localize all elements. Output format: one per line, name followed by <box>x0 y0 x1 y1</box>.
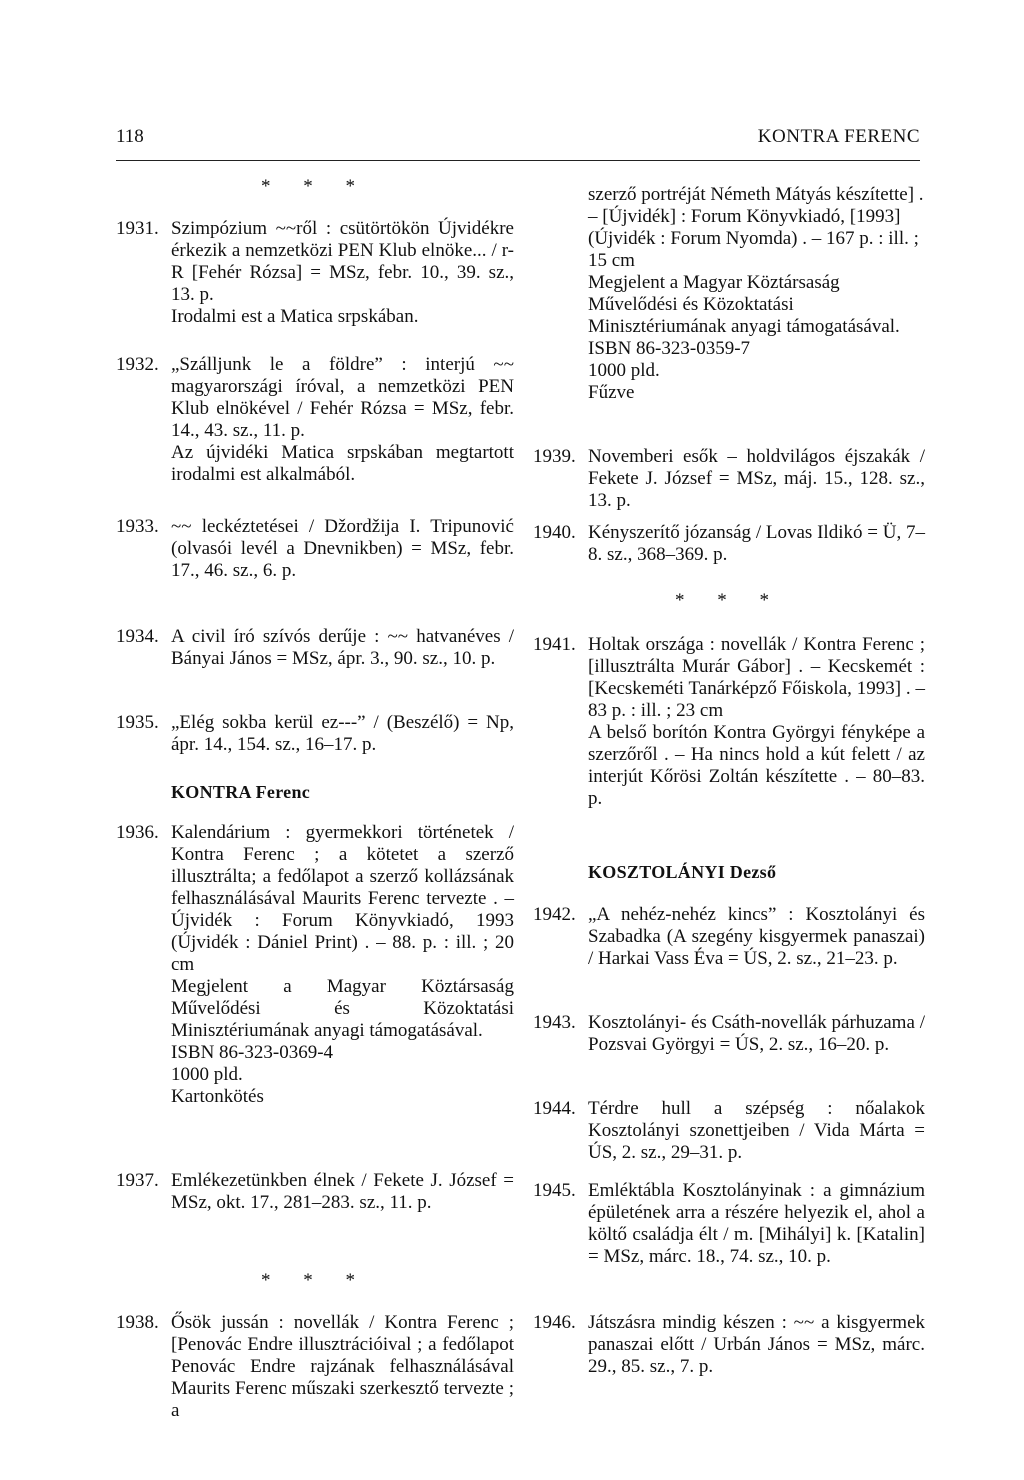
author-heading: KOSZTOLÁNYI Dezső <box>588 862 777 882</box>
section-divider: * * * <box>675 590 783 611</box>
section-divider: * * * <box>261 1270 369 1291</box>
entry-text: „Szálljunk le a földre” : interjú ~~ magyarországi íróval, a nemzetközi PEN Klub elnökével / Fehér Rózsa = MSz, febr. 14., 43. sz., 11. p. Az újvidéki Matica srpskában megtartott irodalmi est alkalmából. <box>171 354 514 485</box>
page-header <box>116 122 920 161</box>
entry-text: Kosztolányi- és Csáth-novellák párhuzama / Pozsvai Györgyi = ÚS, 2. sz., 16–20. p. <box>588 1012 925 1055</box>
entry-text: Térdre hull a szépség : nőalakok Kosztolányi szonettjeiben / Vida Márta = ÚS, 2. sz., 29–31. p. <box>588 1098 925 1163</box>
running-head: KONTRA FERENC <box>757 126 920 147</box>
entry-number: 1944. <box>533 1098 576 1119</box>
entry-number: 1932. <box>116 354 159 375</box>
entry-text: Játszásra mindig készen : ~~ a kisgyermek panaszai előtt / Urbán János = MSz, márc. 29., 85. sz., 7. p. <box>588 1312 925 1377</box>
entry-number: 1941. <box>533 634 576 655</box>
entry-text: „A nehéz-nehéz kincs” : Kosztolányi és Szabadka (A szegény kisgyermek panaszai) / Harkai Vass Éva = ÚS, 2. sz., 21–23. p. <box>588 904 925 969</box>
section-divider: * * * <box>261 176 369 197</box>
entry-text: ~~ leckéztetései / Džordžija I. Tripunović (olvasói levél a Dnevnikben) = MSz, febr. 17., 46. sz., 6. p. <box>171 516 514 581</box>
entry-text: Holtak országa : novellák / Kontra Ferenc ; [illusztrálta Murár Gábor] . – Kecskemét : [Kecskeméti Tanárképző Főiskola, 1993] . – 83 p. : ill. ; 23 cm A belső borítón Kontra Györgyi fényképe a szerzőről . – Ha nincs hold a kút felett / az interjút Kőrösi Zoltán készítette . – 80–83. p. <box>588 634 925 809</box>
entry-number: 1939. <box>533 446 576 467</box>
author-heading: KONTRA Ferenc <box>171 782 311 802</box>
entry-text: Emlékezetünkben élnek / Fekete J. József = MSz, okt. 17., 281–283. sz., 11. p. <box>171 1170 514 1213</box>
entry-text: Kalendárium : gyermekkori történetek / Kontra Ferenc ; a kötetet a szerző illusztrálta; a fedőlapot a szerző kollázsának felhasználásával Maurits Ferenc tervezte . – Újvidék : Forum Könyvkiadó, 1993 (Újvidék : Dániel Print) . – 88. p. : ill. ; 20 cm Megjelent a Magyar Köztársaság Művelődési és Közoktatási Minisztériumának anyagi támogatásával. ISBN 86-323-0369-4 1000 pld. Kartonkötés <box>171 822 514 1107</box>
entry-number: 1937. <box>116 1170 159 1191</box>
entry-text: „Elég sokba kerül ez---” / (Beszélő) = Np, ápr. 14., 154. sz., 16–17. p. <box>171 712 514 755</box>
entry-number: 1942. <box>533 904 576 925</box>
entry-number: 1935. <box>116 712 159 733</box>
entry-continuation: szerző portréját Németh Mátyás készítette] . – [Újvidék] : Forum Könyvkiadó, [1993] (Újvidék : Forum Nyomda) . – 167 p. : ill. ; 15 cm Megjelent a Magyar Köztársaság Művelődési és Közoktatási Minisztériumának anyagi támogatásával. ISBN 86-323-0359-7 1000 pld. Fűzve <box>588 184 924 403</box>
entry-number: 1931. <box>116 218 159 239</box>
entry-number: 1938. <box>116 1312 159 1333</box>
entry-number: 1940. <box>533 522 576 543</box>
entry-text: Novemberi esők – holdvilágos éjszakák / Fekete J. József = MSz, máj. 15., 128. sz., 13. p. <box>588 446 925 511</box>
entry-text: Emléktábla Kosztolányinak : a gimnázium épületének arra a részére helyezik el, ahol a költő családja élt / m. [Mihályi] k. [Katalin] = MSz, márc. 18., 74. sz., 10. p. <box>588 1180 925 1267</box>
entry-number: 1933. <box>116 516 159 537</box>
entry-text: A civil író szívós derűje : ~~ hatvanéves / Bányai János = MSz, ápr. 3., 90. sz., 10. p. <box>171 626 514 669</box>
page-number: 118 <box>116 126 144 147</box>
entry-text: Ősök jussán : novellák / Kontra Ferenc ; [Penovác Endre illusztrációival ; a fedőlapot Penovác Endre rajzának felhasználásával Maurits Ferenc műszaki szerkesztő tervezte ; a <box>171 1312 514 1421</box>
entry-number: 1936. <box>116 822 159 843</box>
entry-text: Kényszerítő józanság / Lovas Ildikó = Ü, 7–8. sz., 368–369. p. <box>588 522 925 565</box>
entry-number: 1934. <box>116 626 159 647</box>
entry-number: 1945. <box>533 1180 576 1201</box>
entry-text: Szimpózium ~~ről : csütörtökön Újvidékre érkezik a nemzetközi PEN Klub elnöke... / r-R [Fehér Rózsa] = MSz, febr. 10., 39. sz., 13. p. Irodalmi est a Matica srpskában. <box>171 218 514 327</box>
entry-number: 1943. <box>533 1012 576 1033</box>
entry-number: 1946. <box>533 1312 576 1333</box>
